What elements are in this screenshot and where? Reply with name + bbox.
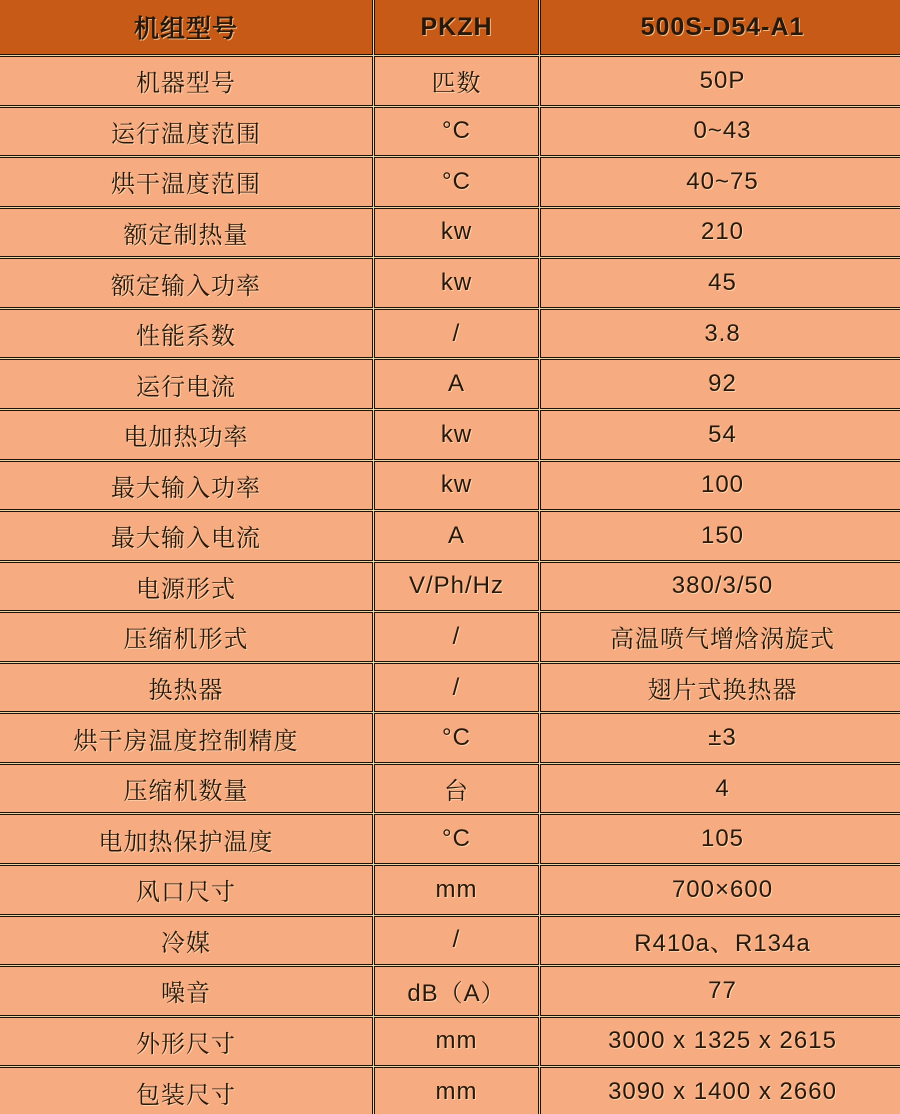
table-row (0, 359, 900, 409)
table-row (0, 107, 900, 157)
table-row (0, 562, 900, 612)
spec-value-cell: ±3 (540, 713, 900, 763)
spec-label-cell: 机器型号 (0, 56, 373, 106)
spec-label-cell: 换热器 (0, 663, 373, 713)
spec-unit-cell: A (374, 359, 539, 409)
spec-label-cell: 性能系数 (0, 309, 373, 359)
table-row (0, 916, 900, 966)
spec-label-cell: 冷媒 (0, 916, 373, 966)
spec-value-cell: 高温喷气增焓涡旋式 (540, 612, 900, 662)
spec-value-cell: 92 (540, 359, 900, 409)
spec-unit-cell: kw (374, 258, 539, 308)
spec-label-cell: 额定制热量 (0, 208, 373, 258)
spec-label-cell: 烘干房温度控制精度 (0, 713, 373, 763)
header-row (0, 0, 900, 55)
table-row (0, 966, 900, 1016)
table-row (0, 865, 900, 915)
spec-value-cell: 3090 x 1400 x 2660 (540, 1067, 900, 1114)
table-row (0, 764, 900, 814)
spec-label-cell: 运行电流 (0, 359, 373, 409)
table-row (0, 663, 900, 713)
spec-unit-cell: mm (374, 1067, 539, 1114)
spec-label-cell: 电加热功率 (0, 410, 373, 460)
spec-value-cell: 0~43 (540, 107, 900, 157)
spec-value-cell: 700×600 (540, 865, 900, 915)
spec-value-cell: 54 (540, 410, 900, 460)
spec-unit-cell: °C (374, 107, 539, 157)
spec-value-cell: 105 (540, 814, 900, 864)
spec-unit-cell: A (374, 511, 539, 561)
spec-value-cell: 3.8 (540, 309, 900, 359)
spec-table-body (0, 56, 900, 1114)
spec-label-cell: 额定输入功率 (0, 258, 373, 308)
spec-unit-cell: mm (374, 1017, 539, 1067)
table-row (0, 461, 900, 511)
spec-value-cell: R410a、R134a (540, 916, 900, 966)
spec-label-cell: 运行温度范围 (0, 107, 373, 157)
spec-label-cell: 风口尺寸 (0, 865, 373, 915)
spec-label-cell: 烘干温度范围 (0, 157, 373, 207)
spec-unit-cell: °C (374, 713, 539, 763)
spec-unit-cell: / (374, 612, 539, 662)
table-row (0, 612, 900, 662)
spec-unit-cell: kw (374, 208, 539, 258)
spec-label-cell: 噪音 (0, 966, 373, 1016)
table-row (0, 56, 900, 106)
spec-value-cell: 150 (540, 511, 900, 561)
spec-unit-cell: kw (374, 461, 539, 511)
spec-label-cell: 最大输入电流 (0, 511, 373, 561)
spec-unit-cell: 匹数 (374, 56, 539, 106)
spec-value-cell: 210 (540, 208, 900, 258)
spec-unit-cell: °C (374, 157, 539, 207)
table-row (0, 157, 900, 207)
spec-label-cell: 包装尺寸 (0, 1067, 373, 1114)
spec-value-cell: 4 (540, 764, 900, 814)
spec-unit-cell: kw (374, 410, 539, 460)
table-row (0, 1067, 900, 1114)
spec-unit-cell: mm (374, 865, 539, 915)
spec-unit-cell: / (374, 663, 539, 713)
spec-value-cell: 77 (540, 966, 900, 1016)
spec-unit-cell: 台 (374, 764, 539, 814)
spec-value-cell: 40~75 (540, 157, 900, 207)
spec-value-cell: 50P (540, 56, 900, 106)
spec-value-cell: 翅片式换热器 (540, 663, 900, 713)
table-row (0, 511, 900, 561)
spec-unit-cell: / (374, 309, 539, 359)
spec-unit-cell: V/Ph/Hz (374, 562, 539, 612)
spec-unit-cell: dB（A） (374, 966, 539, 1016)
spec-value-cell: 45 (540, 258, 900, 308)
table-row (0, 309, 900, 359)
spec-label-cell: 外形尺寸 (0, 1017, 373, 1067)
header-series-code: PKZH (374, 0, 539, 55)
header-model-value: 500S-D54-A1 (540, 0, 900, 55)
spec-label-cell: 电加热保护温度 (0, 814, 373, 864)
table-row (0, 814, 900, 864)
spec-label-cell: 电源形式 (0, 562, 373, 612)
table-row (0, 713, 900, 763)
spec-label-cell: 最大输入功率 (0, 461, 373, 511)
spec-label-cell: 压缩机数量 (0, 764, 373, 814)
spec-value-cell: 380/3/50 (540, 562, 900, 612)
spec-label-cell: 压缩机形式 (0, 612, 373, 662)
spec-unit-cell: / (374, 916, 539, 966)
table-row (0, 258, 900, 308)
spec-unit-cell: °C (374, 814, 539, 864)
table-row (0, 208, 900, 258)
spec-value-cell: 100 (540, 461, 900, 511)
table-row (0, 410, 900, 460)
header-model-label: 机组型号 (0, 0, 373, 55)
spec-value-cell: 3000 x 1325 x 2615 (540, 1017, 900, 1067)
table-row (0, 1017, 900, 1067)
